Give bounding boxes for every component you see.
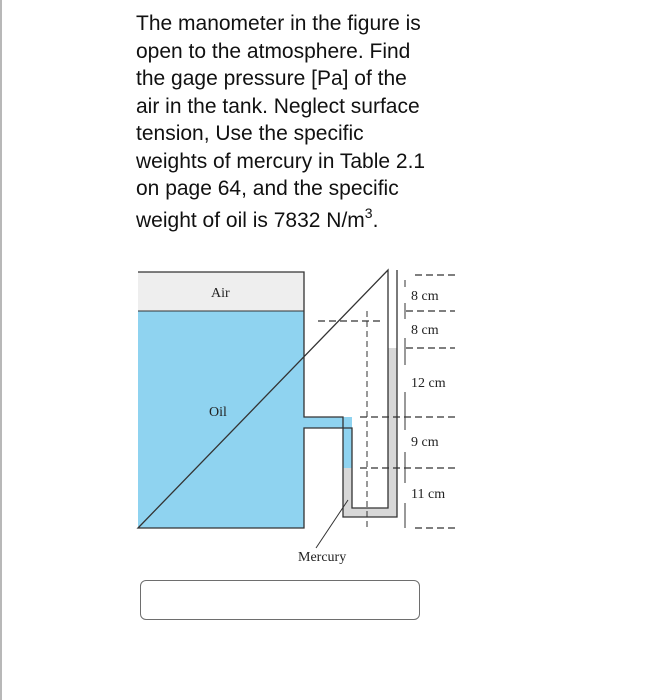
mercury-leader-line	[316, 500, 348, 548]
question-line-5: tension, Use the specific	[136, 122, 364, 145]
question-line-6: weights of mercury in Table 2.1	[136, 149, 426, 173]
mercury-label: Mercury	[298, 550, 347, 565]
dimension-label-9cm: 9 cm	[411, 435, 439, 450]
unit-exponent: 3	[364, 204, 373, 221]
question-line-1: The manometer in the figure is	[136, 12, 421, 35]
air-label: Air	[211, 286, 230, 301]
answer-input[interactable]	[140, 580, 420, 620]
question-line-8-end: .	[372, 208, 379, 232]
u-tube-left-oil	[343, 417, 352, 468]
question-line-8-text: weight of oil is 7832 N/m	[136, 208, 365, 232]
dimension-label-8cm-top: 8 cm	[411, 289, 439, 304]
question-line-7: on page 64, and the specific	[136, 177, 399, 200]
oil-label: Oil	[209, 405, 227, 420]
question-line-4: air in the tank. Neglect surface	[136, 94, 420, 118]
connecting-pipe-oil	[304, 417, 343, 428]
dimension-label-8cm: 8 cm	[411, 323, 439, 338]
dimension-label-11cm: 11 cm	[411, 487, 446, 502]
question-line-2: open to the atmosphere. Find	[136, 39, 411, 63]
dimension-label-12cm: 12 cm	[411, 376, 446, 391]
question-line-3: the gage pressure [Pa] of the	[136, 67, 407, 90]
